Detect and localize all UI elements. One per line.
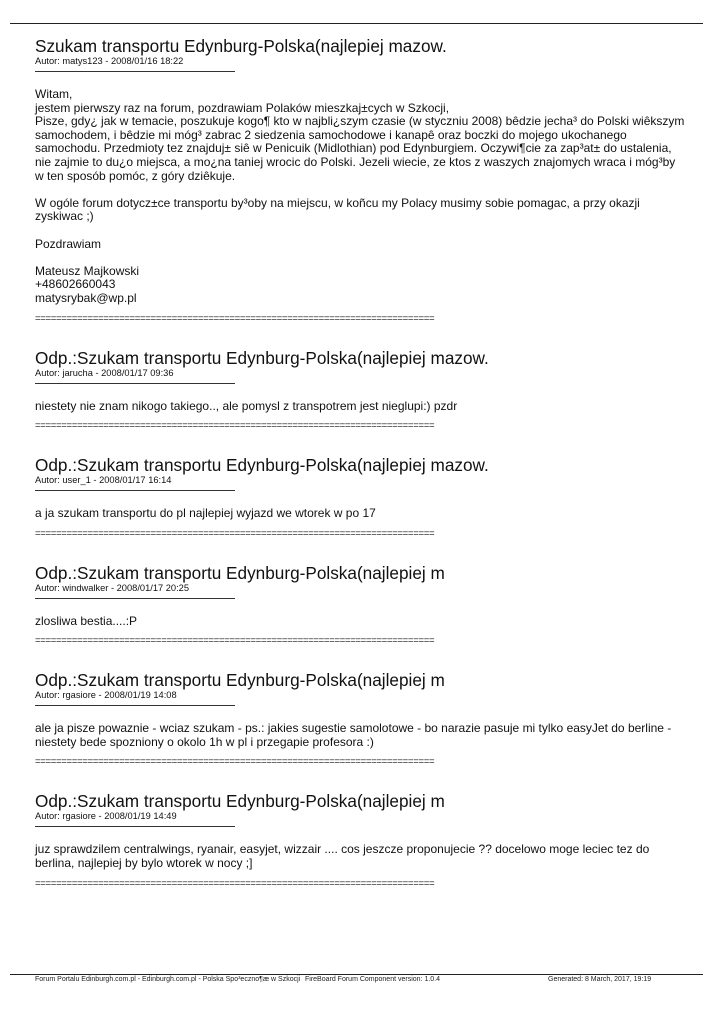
post	[35, 456, 685, 539]
post-body	[35, 722, 685, 749]
post-body	[35, 615, 685, 629]
post-paragraph: Pozdrawiam	[35, 236, 102, 251]
post-paragraph: ale ja pisze powaznie - wciaz szukam - ps.: jakies sugestie samolotowe - bo narazie pasuje mi tylko easyJet do berline - niestety bede spozniony o okolo 1h w pl i przegapie profesora :)	[35, 721, 672, 749]
footer-site-name: Forum Portalu Edinburgh.com.pl - Edinburgh.com.pl - Polska Spo³eczno¶æ w Szkocji	[35, 976, 301, 983]
top-rule	[10, 23, 703, 24]
post-body	[35, 88, 685, 306]
post-meta: Autor: rgasiore - 2008/01/19 14:08	[35, 690, 177, 701]
post-paragraph: zlosliwa bestia....:P	[35, 613, 138, 628]
post	[35, 671, 685, 767]
post-separator: ============================================================================	[35, 528, 435, 539]
post-title: Odp.:Szukam transportu Edynburg-Polska(najlepiej m	[35, 562, 445, 583]
post-meta: Autor: rgasiore - 2008/01/19 14:49	[35, 811, 177, 822]
post-body	[35, 400, 685, 414]
post-body	[35, 843, 685, 870]
thread-content	[35, 37, 685, 889]
post-title: Odp.:Szukam transportu Edynburg-Polska(najlepiej mazow.	[35, 455, 489, 476]
meta-divider	[35, 826, 235, 827]
post-title: Odp.:Szukam transportu Edynburg-Polska(najlepiej mazow.	[35, 347, 489, 368]
post	[35, 792, 685, 888]
meta-divider	[35, 598, 235, 599]
post-paragraph: Witam, jestem pierwszy raz na forum, pozdrawiam Polaków mieszkaj±cych w Szkocji, Pisze, gdy¿ jak w temacie, poszukuje kogo¶ kto w najbli¿szym czasie (w styczniu 2008) bêdzie jecha³ do Polski wiêkszym samochodem, i bêdzie mi móg³ zabrac 2 siedzenia samochodowe i kanapê oraz boczki do mojego ukochanego samochodu. Przedmioty tez znajduj± siê w Penicuik (Midlothian) pod Edynburgiem. Oczywi¶cie za zap³at± do ustalenia, nie zajmie to du¿o miejsca, a mo¿na taniej wrocic do Polski. Jezeli wiecie, ze ktos z waszych znajomych wraca i móg³by w ten sposób pomóc, z góry dziêkuje.	[35, 87, 685, 183]
post-paragraph: W ogóle forum dotycz±ce transportu by³oby na miejscu, w koñcu my Polacy musimy sobie pomagac, a przy okazji zyskiwac ;)	[35, 195, 640, 224]
post-meta: Autor: user_1 - 2008/01/17 16:14	[35, 475, 172, 486]
meta-divider	[35, 490, 235, 491]
post-title: Szukam transportu Edynburg-Polska(najlepiej mazow.	[35, 36, 447, 56]
post-title: Odp.:Szukam transportu Edynburg-Polska(najlepiej m	[35, 791, 445, 812]
footer-generated-date: Generated: 8 March, 2017, 19:19	[548, 976, 652, 983]
post-separator: ============================================================================	[35, 757, 435, 768]
post-paragraph: a ja szukam transportu do pl najlepiej wyjazd we wtorek w po 17	[35, 506, 376, 521]
post	[35, 564, 685, 647]
meta-divider	[35, 71, 235, 72]
post-paragraph: juz sprawdzilem centralwings, ryanair, easyjet, wizzair .... cos jeszcze proponujecie ?? docelowo moge leciec tez do berlina, najlepiej by bylo wtorek w nocy ;]	[35, 842, 650, 871]
post-meta: Autor: windwalker - 2008/01/17 20:25	[35, 582, 190, 593]
post-separator: ============================================================================	[35, 636, 435, 647]
meta-divider	[35, 705, 235, 706]
post-separator: ============================================================================	[35, 421, 435, 432]
post-meta: Autor: jarucha - 2008/01/17 09:36	[35, 367, 174, 378]
post-separator: ============================================================================	[35, 313, 435, 324]
meta-divider	[35, 383, 235, 384]
post	[35, 37, 685, 324]
footer-component-version: FireBoard Forum Component version: 1.0.4	[305, 976, 441, 983]
post-title: Odp.:Szukam transportu Edynburg-Polska(najlepiej m	[35, 670, 445, 691]
post-paragraph: niestety nie znam nikogo takiego.., ale pomysl z transpotrem jest nieglupi:) pzdr	[35, 398, 458, 413]
post-paragraph: Mateusz Majkowski +48602660043 matysrybak@wp.pl	[35, 263, 140, 305]
post-body	[35, 507, 685, 521]
post	[35, 349, 685, 432]
post-meta: Autor: matys123 - 2008/01/16 18:22	[35, 56, 184, 66]
footer-rule	[10, 974, 703, 975]
post-separator: ============================================================================	[35, 878, 435, 889]
